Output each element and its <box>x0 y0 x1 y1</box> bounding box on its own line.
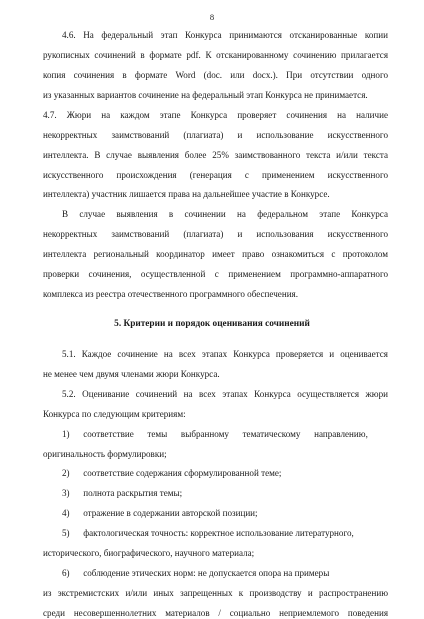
criterion-line: исторического, биографического, научного материала; <box>43 548 255 559</box>
criterion-line: оригинальность формулировки; <box>43 448 167 459</box>
page-number: 8 <box>209 12 215 22</box>
criterion-line: 5) фактологическая точность: корректное использование литературного, <box>62 528 354 539</box>
text-line: интеллекта региональный координатор имеет право ознакомиться с протоколом <box>43 249 388 260</box>
criterion-line: из экстремистских и/или иных запрещенных к производству и распространению <box>43 588 388 598</box>
text-line: 5.1. Каждое сочинение на всех этапах Конкурса проверяется и оценивается <box>62 348 388 359</box>
text-line: из указанных вариантов сочинение на федеральный этап Конкурса не принимается. <box>43 89 368 100</box>
text-line: комплекса из реестра отечественного программного обеспечения. <box>43 289 299 300</box>
criterion-line: 4) отражение в содержании авторской позиции; <box>62 508 258 519</box>
text-line: В случае выявления в сочинении на федеральном этапе Конкурса <box>62 209 388 220</box>
text-line: 4.7. Жюри на каждом этапе Конкурса проверяет сочинения на наличие <box>43 109 388 120</box>
text-line: проверки сочинения, осуществленной с применением программно-аппаратного <box>43 269 388 280</box>
criterion-line: 2) соответствие содержания сформулированной теме; <box>62 468 282 479</box>
text-line: не менее чем двумя членами жюри Конкурса. <box>43 368 220 379</box>
text-line: некорректных заимствований (плагиата) и использование искусственного <box>43 129 388 140</box>
text-line: копия сочинения в формате Word (doc. или docx.). При отсутствии одного <box>43 69 388 80</box>
text-line: 4.6. На федеральный этап Конкурса принимаются отсканированные копии <box>62 30 388 40</box>
text-line: интеллекта. В случае выявления более 25% заимствованного текста и/или текста <box>43 149 388 160</box>
criterion-line: 3) полнота раскрытия темы; <box>62 488 183 499</box>
text-line: некорректных заимствований (плагиата) и использования искусственного <box>43 229 388 240</box>
text-line: искусственного происхождения (генерация с применением искусственного <box>43 169 388 180</box>
criterion-line: 1) соответствие темы выбранному тематическому направлению, <box>62 428 368 439</box>
text-line: 5.2. Оценивание сочинений на всех этапах Конкурса осуществляется жюри <box>62 388 388 399</box>
text-line: рукописных сочинений в формате pdf. К отсканированному сочинению прилагается <box>43 49 388 60</box>
section-heading: 5. Критерии и порядок оценивания сочинений <box>114 318 310 329</box>
text-line: Конкурса по следующим критериям: <box>43 408 186 419</box>
criterion-line: 6) соблюдение этических норм: не допускается опора на примеры <box>62 568 330 579</box>
text-line: интеллекта) участник лишается права на дальнейшее участие в Конкурсе. <box>43 189 330 200</box>
criterion-line: среди несовершеннолетних материалов / социально неприемлемого поведения <box>43 607 388 618</box>
